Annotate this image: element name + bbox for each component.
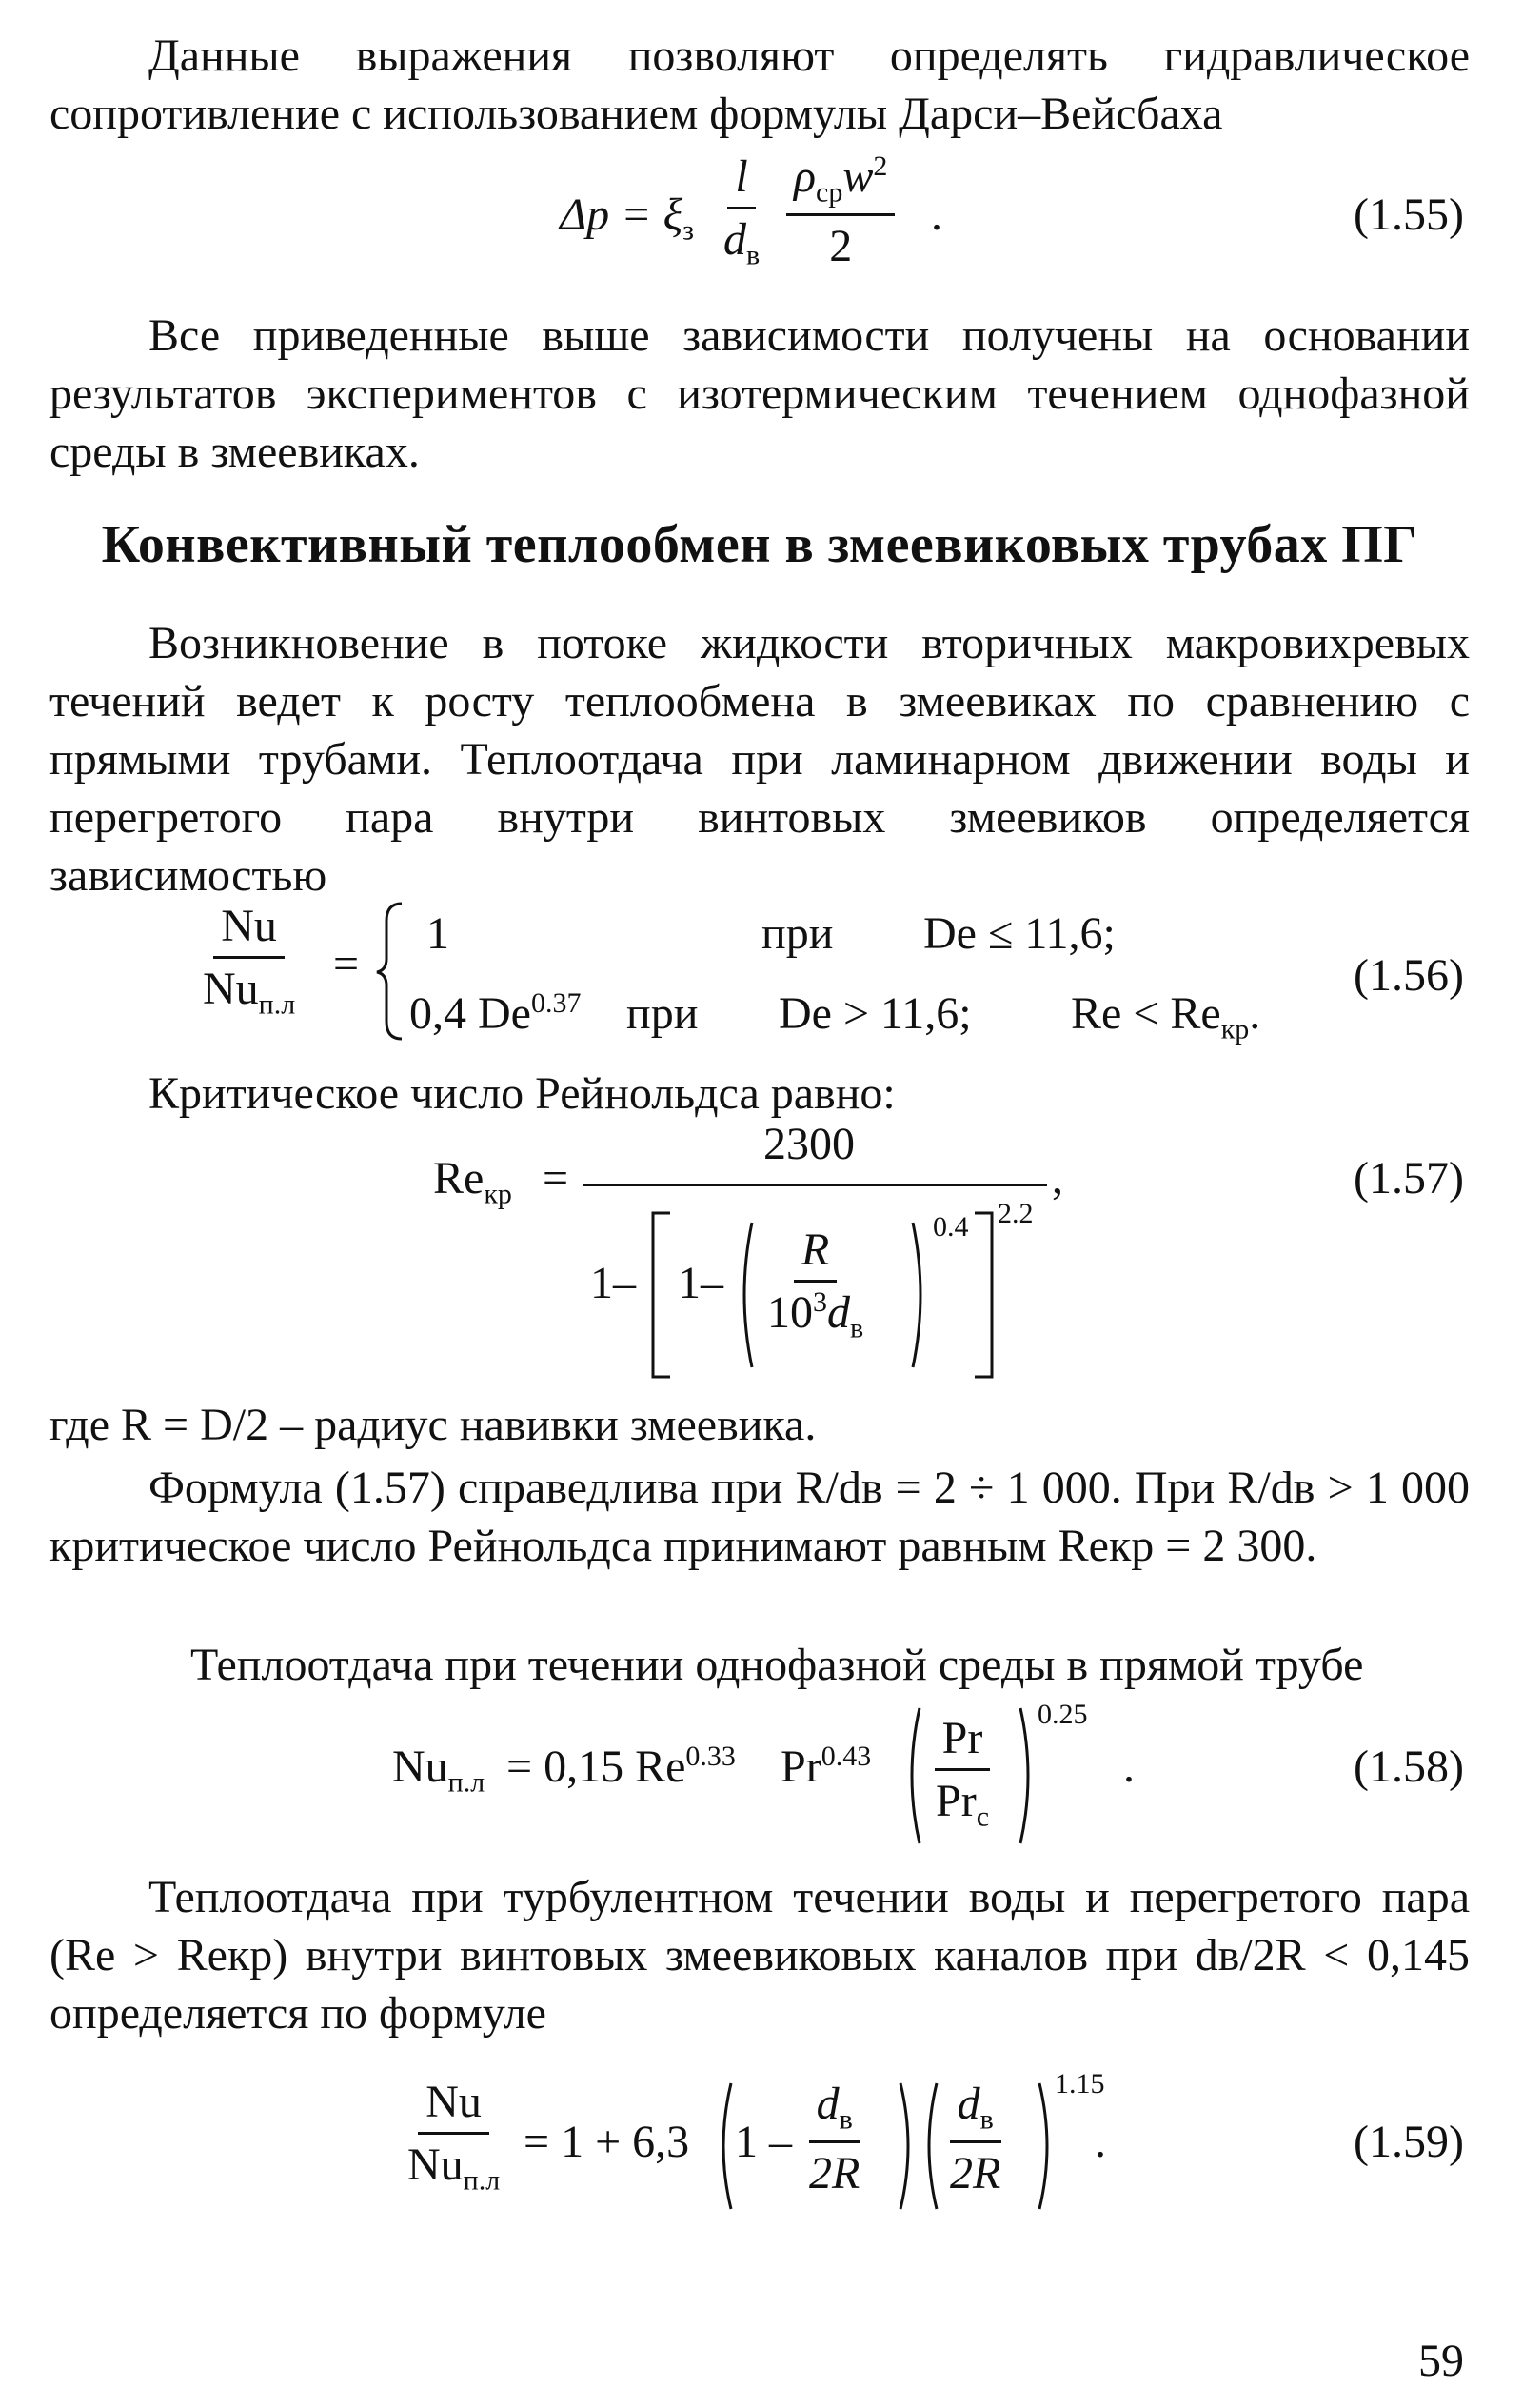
eq157-one-minus: 1– [590,1258,636,1308]
eq156-case2-re: $Re < Re_{кр}$. [1071,988,1261,1045]
eq155-frac-l-d: l $d_в$ [723,151,761,271]
eq157-number: (1.57) [1354,1153,1464,1204]
eq156-case2-pri: при [626,988,699,1039]
eq157-comma: , [1052,1153,1063,1204]
paragraph-intro: Данные выражения позволяют определять гидравлическое сопротивление с использованием формулы Дарси–Вейсбаха [49,30,1470,139]
eq156-case2-value: 0,4 $De^{0.37}$ [409,987,582,1039]
equation-1-56 [0,900,1523,1052]
eq157-inner-fraction: R $10^3d_в$ [767,1224,864,1344]
eq158-right-paren [1017,1704,1039,1847]
eq155-frac-rho: $\rho_{ср}w^2$ 2 [786,150,895,272]
page-number: 59 [1418,2336,1464,2386]
eq157-power-0-4: 0.4 [933,1211,969,1243]
eq156-brace [371,900,409,1043]
eq159-dot: . [1095,2117,1106,2167]
eq157-left-paren [733,1219,756,1371]
equation-1-58 [0,1699,1523,1847]
paragraph-straight: Теплоотдача при течении однофазной среды в прямой трубе [190,1640,1364,1690]
eq158-number: (1.58) [1354,1741,1464,1792]
eq155-lhs: $\Delta p = \xi_з$ [560,189,694,247]
eq158-left-paren [900,1704,923,1847]
eq156-equals: = [333,939,360,989]
paragraph-critical: Критическое число Рейнольдса равно: [148,1068,896,1119]
section-heading: Конвективный теплообмен в змеевиковых трубах ПГ [101,515,1418,574]
eq157-numerator: 2300 [763,1119,855,1169]
eq157-right-bracket [971,1209,998,1381]
equation-1-57 [0,1119,1523,1390]
eq159-one-minus: 1 – [735,2117,792,2167]
eq157-right-paren [909,1219,932,1371]
eq155-number: (1.55) [1354,189,1464,240]
eq159-frac-2: $d_в$ 2R [950,2079,1001,2199]
eq158-rhs-re: = 0,15 $Re^{0.33}$ [506,1741,736,1792]
eq159-rhs: = 1 + 6,3 [524,2117,690,2167]
eq159-right-paren-1 [897,2080,920,2213]
eq158-lhs: $Nu_{п.л}$ [392,1741,485,1799]
eq157-lhs: $Re_{кр}$ [433,1153,512,1210]
eq158-power: 0.25 [1038,1699,1088,1730]
eq159-left-paren-2 [918,2080,940,2213]
eq158-pr: $Pr^{0.43}$ [781,1741,872,1792]
paragraph-validity: Формула (1.57) справедлива при R/dв = 2 ÷ 1 000. При R/dв > 1 000 критическое число Рейнольдса принимают равным Reкр = 2 300. [49,1463,1470,1571]
eq159-number: (1.59) [1354,2117,1464,2167]
eq156-number: (1.56) [1354,950,1464,1001]
eq156-case2-cond: De > 11,6; [779,988,972,1039]
equation-1-55 [0,150,1523,293]
eq155-dot: . [931,189,942,240]
eq159-power: 1.15 [1055,2068,1105,2100]
paragraph-turbulent: Теплоотдача при турбулентном течении воды и перегретого пара (Re > Reкр) внутри винтовых змеевиковых каналов при dв/2R < 0,145 определяется по формуле [49,1872,1470,2039]
eq156-case1-value: 1 [426,908,449,959]
eq156-frac-nu: Nu $Nu_{п.л}$ [203,901,296,1021]
eq157-fraction-bar [583,1184,1047,1186]
paragraph-after-155: Все приведенные выше зависимости получены на основании результатов экспериментов с изотермическим течением однофазной среды в змеевиках. [49,310,1470,477]
eq159-frac-1: $d_в$ 2R [809,2079,860,2199]
eq157-equals: = [543,1153,569,1204]
eq157-left-bracket [647,1209,674,1381]
eq159-left-paren-1 [712,2080,735,2213]
paragraph-convective: Возникновение в потоке жидкости вторичных макровихревых течений ведет к росту теплообмена в змеевиках по сравнению с прямыми трубами. Теплоотдача при ламинарном движении воды и перегретого пара внутри винтовых змеевиков определяется зависимостью [49,618,1470,901]
eq157-power-2-2: 2.2 [998,1198,1034,1229]
eq156-case1-cond: De ≤ 11,6; [923,908,1116,959]
eq158-fraction: Pr $Pr_с$ [936,1713,990,1833]
eq156-case1-pri: при [762,908,834,959]
eq159-frac-nu: Nu $Nu_{п.л}$ [407,2077,501,2197]
eq157-inner-one-minus: 1– [678,1258,723,1308]
equation-1-59 [0,2068,1523,2219]
eq158-dot: . [1123,1741,1135,1792]
paragraph-where: где R = D/2 – радиус навивки змеевика. [49,1400,817,1450]
